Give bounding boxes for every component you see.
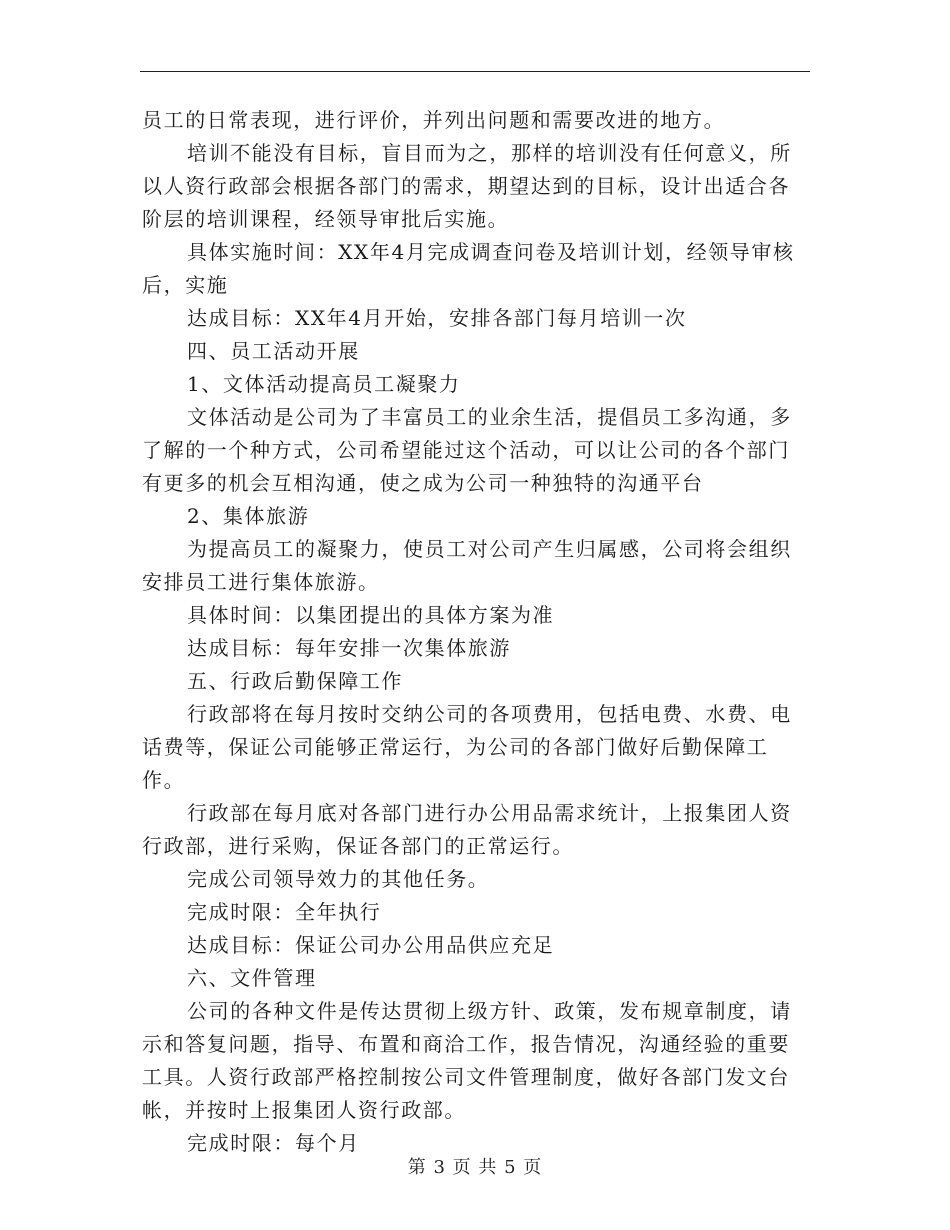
paragraph: 达成目标：每年安排一次集体旅游 (187, 636, 511, 660)
paragraph: 文体活动是公司为了丰富员工的业余生活，提倡员工多沟通，多了解的一个种方式，公司希望能过这个活动，可以让公司的各个部门有更多的机会互相沟通，使之成为公司一种独特的沟通平台 (142, 405, 792, 495)
header-rule (140, 71, 810, 72)
paragraph: 为提高员工的凝聚力，使员工对公司产生归属感，公司将会组织安排员工进行集体旅游。 (142, 537, 792, 594)
paragraph: 完成时限：每个月 (187, 1131, 360, 1155)
paragraph: 具体实施时间：XX年4月完成调查问卷及培训计划，经领导审核后，实施 (142, 240, 795, 297)
paragraph: 行政部将在每月按时交纳公司的各项费用，包括电费、水费、电话费等，保证公司能够正常运行，为公司的各部门做好后勤保障工作。 (142, 702, 792, 792)
paragraph: 具体时间：以集团提出的具体方案为准 (187, 603, 555, 627)
document-body (142, 104, 806, 1160)
paragraph: 2、集体旅游 (187, 504, 310, 528)
paragraph: 完成时限：全年执行 (187, 900, 382, 924)
paragraph: 行政部在每月底对各部门进行办公用品需求统计，上报集团人资行政部，进行采购，保证各部门的正常运行。 (142, 801, 792, 858)
paragraph: 五、行政后勤保障工作 (187, 669, 403, 693)
paragraph: 1、文体活动提高员工凝聚力 (187, 372, 461, 396)
paragraph: 达成目标：XX年4月开始，安排各部门每月培训一次 (187, 306, 687, 330)
page-number-footer: 第 3 页 共 5 页 (407, 1157, 543, 1178)
paragraph: 公司的各种文件是传达贯彻上级方针、政策，发布规章制度，请示和答复问题，指导、布置和商洽工作，报告情况，沟通经验的重要工具。人资行政部严格控制按公司文件管理制度，做好各部门发文台帐，并按时上报集团人资行政部。 (142, 999, 792, 1122)
paragraph: 完成公司领导效力的其他任务。 (187, 867, 490, 891)
paragraph: 员工的日常表现，进行评价，并列出问题和需要改进的地方。 (142, 108, 726, 132)
paragraph: 达成目标：保证公司办公用品供应充足 (187, 933, 555, 957)
paragraph: 培训不能没有目标，盲目而为之，那样的培训没有任何意义，所以人资行政部会根据各部门的需求，期望达到的目标，设计出适合各阶层的培训课程，经领导审批后实施。 (142, 141, 792, 231)
paragraph: 四、员工活动开展 (187, 339, 360, 363)
paragraph: 六、文件管理 (187, 966, 317, 990)
